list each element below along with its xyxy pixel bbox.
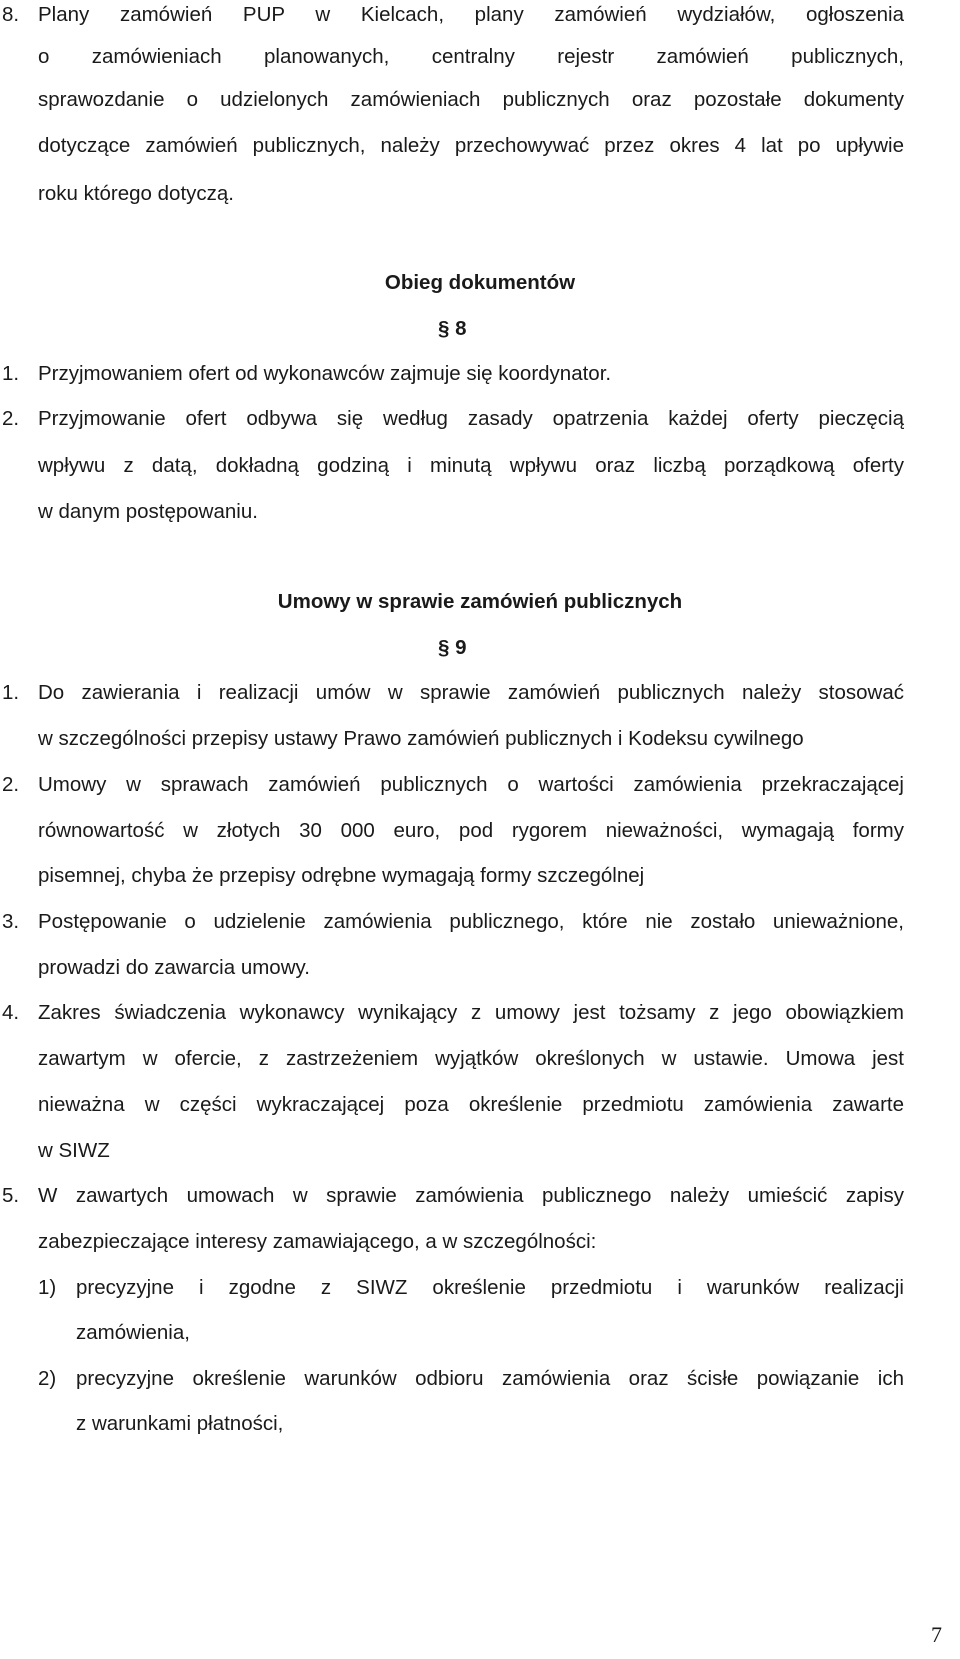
list-item-number: 8. bbox=[2, 3, 20, 26]
text-line: w szczególności przepisy ustawy Prawo zamówień publicznych i Kodeksu cywilnego bbox=[38, 727, 804, 750]
list-item-number: 2. bbox=[2, 773, 20, 796]
list-item-number: 2. bbox=[2, 407, 20, 430]
section-heading: Umowy w sprawie zamówień publicznych bbox=[277, 590, 683, 613]
text-line: precyzyjne i zgodne z SIWZ określenie przedmiotu i warunków realizacji bbox=[76, 1276, 904, 1299]
text-line: Umowy w sprawach zamówień publicznych o wartości zamówienia przekraczającej bbox=[38, 773, 904, 796]
text-line: sprawozdanie o udzielonych zamówieniach publicznych oraz pozostałe dokumenty bbox=[38, 88, 904, 111]
list-item-number: 1. bbox=[2, 681, 20, 704]
text-line: W zawartych umowach w sprawie zamówienia publicznego należy umieścić zapisy bbox=[38, 1184, 904, 1207]
text-line: Przyjmowaniem ofert od wykonawców zajmuje się koordynator. bbox=[38, 362, 612, 385]
paragraph-sign: § 9 bbox=[438, 636, 467, 659]
text-line: wpływu z datą, dokładną godziną i minutą wpływu oraz liczbą porządkową oferty bbox=[38, 454, 904, 477]
text-line: równowartość w złotych 30 000 euro, pod rygorem nieważności, wymagają formy bbox=[38, 819, 904, 842]
sub-item-number: 1) bbox=[38, 1276, 57, 1299]
sub-item-number: 2) bbox=[38, 1367, 57, 1390]
text-line: z warunkami płatności, bbox=[76, 1412, 284, 1435]
paragraph-sign: § 8 bbox=[438, 317, 467, 340]
section-heading: Obieg dokumentów bbox=[384, 271, 576, 294]
list-item-number: 1. bbox=[2, 362, 20, 385]
text-line: nieważna w części wykraczającej poza określenie przedmiotu zamówienia zawarte bbox=[38, 1093, 904, 1116]
text-line: o zamówieniach planowanych, centralny rejestr zamówień publicznych, bbox=[38, 45, 904, 68]
text-line: Postępowanie o udzielenie zamówienia publicznego, które nie zostało unieważnione, bbox=[38, 910, 904, 933]
text-line: prowadzi do zawarcia umowy. bbox=[38, 956, 310, 979]
text-line: Przyjmowanie ofert odbywa się według zasady opatrzenia każdej oferty pieczęcią bbox=[38, 407, 904, 430]
text-line: zamówienia, bbox=[76, 1321, 190, 1344]
list-item-number: 5. bbox=[2, 1184, 20, 1207]
text-line: zawartym w ofercie, z zastrzeżeniem wyjątków określonych w ustawie. Umowa jest bbox=[38, 1047, 904, 1070]
text-line: Do zawierania i realizacji umów w sprawie zamówień publicznych należy stosować bbox=[38, 681, 904, 704]
list-item-number: 3. bbox=[2, 910, 20, 933]
text-line: pisemnej, chyba że przepisy odrębne wymagają formy szczególnej bbox=[38, 864, 645, 887]
text-line: w danym postępowaniu. bbox=[38, 500, 258, 523]
text-line: Zakres świadczenia wykonawcy wynikający z umowy jest tożsamy z jego obowiązkiem bbox=[38, 1001, 904, 1024]
text-line: w SIWZ bbox=[38, 1139, 110, 1162]
text-line: roku którego dotyczą. bbox=[38, 182, 234, 205]
text-line: Plany zamówień PUP w Kielcach, plany zamówień wydziałów, ogłoszenia bbox=[38, 3, 904, 26]
list-item-number: 4. bbox=[2, 1001, 20, 1024]
text-line: dotyczące zamówień publicznych, należy przechowywać przez okres 4 lat po upływie bbox=[38, 134, 904, 157]
text-line: zabezpieczające interesy zamawiającego, a w szczególności: bbox=[38, 1230, 597, 1253]
page-number: 7 bbox=[931, 1622, 942, 1647]
text-line: precyzyjne określenie warunków odbioru zamówienia oraz ścisłe powiązanie ich bbox=[76, 1367, 904, 1390]
